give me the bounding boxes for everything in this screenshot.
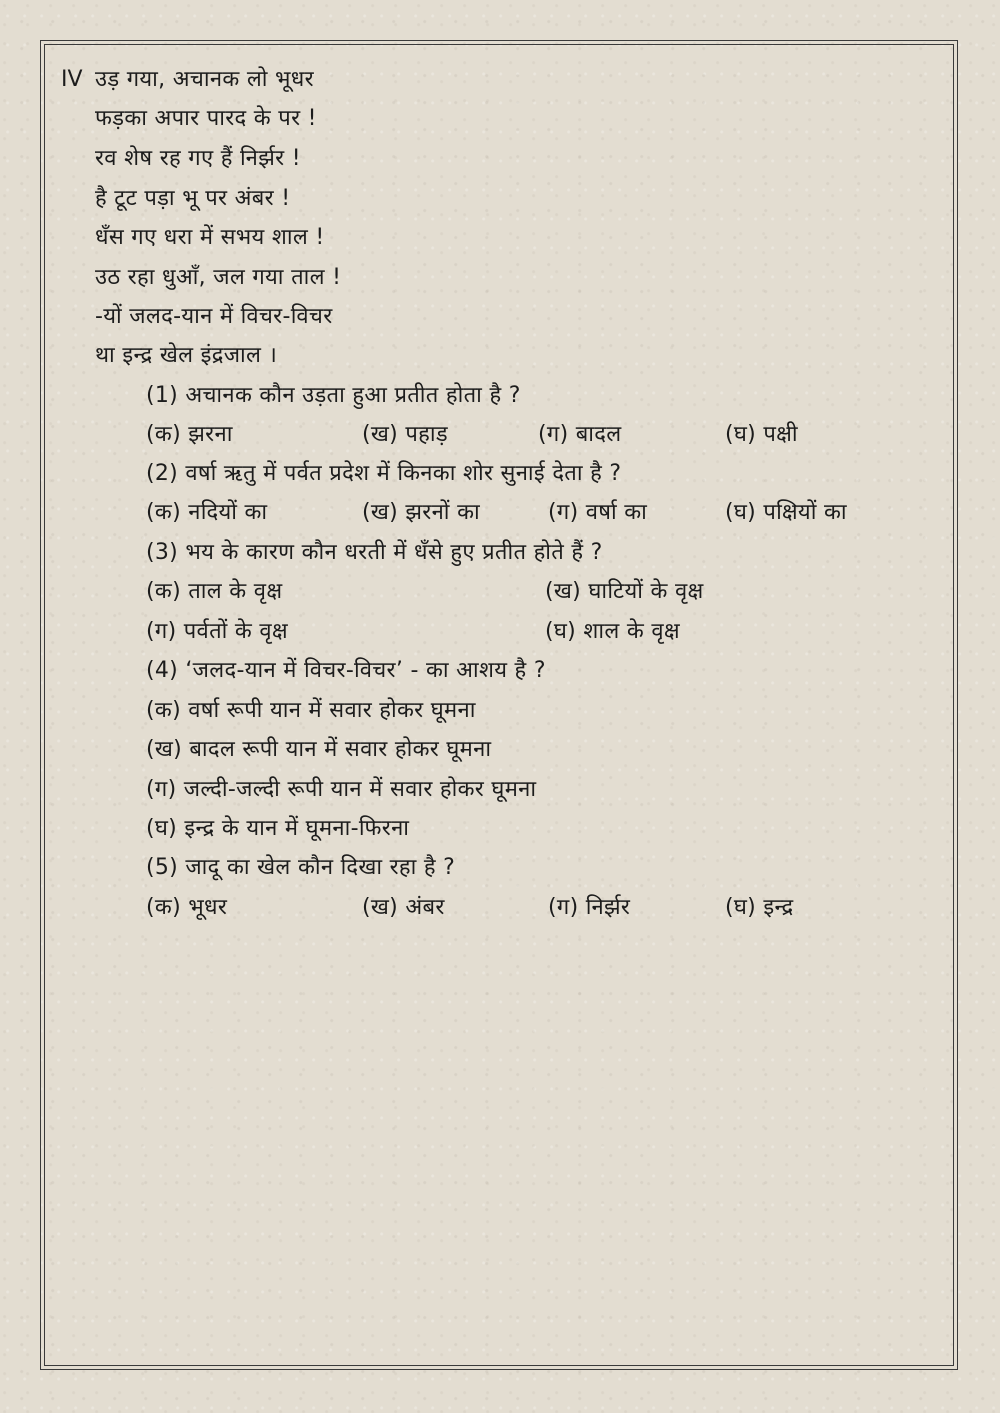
option: (क) भूधर xyxy=(146,895,228,920)
option: (ग) जल्दी-जल्दी रूपी यान में सवार होकर घूमना xyxy=(146,777,537,802)
poem-line: उठ रहा धुआँ, जल गया ताल ! xyxy=(95,265,342,290)
poem-line: है टूट पड़ा भू पर अंबर ! xyxy=(95,186,291,211)
option: (ख) घाटियों के वृक्ष xyxy=(545,579,704,604)
option: (ख) अंबर xyxy=(362,895,445,920)
option: (घ) पक्षियों का xyxy=(725,500,847,525)
option: (घ) इन्द्र xyxy=(725,895,794,920)
option: (ख) झरनों का xyxy=(362,500,480,525)
option: (घ) शाल के वृक्ष xyxy=(545,619,680,644)
question-2: (2) वर्षा ऋतु में पर्वत प्रदेश में किनका शोर सुनाई देता है ? xyxy=(146,461,622,486)
poem-line: -यों जलद-यान में विचर-विचर xyxy=(95,304,333,329)
option: (क) नदियों का xyxy=(146,500,268,525)
option: (ग) बादल xyxy=(538,422,622,447)
poem-line: फड़का अपार पारद के पर ! xyxy=(95,106,317,131)
option: (क) ताल के वृक्ष xyxy=(146,579,283,604)
poem-line: उड़ गया, अचानक लो भूधर xyxy=(95,67,314,92)
option: (ख) पहाड़ xyxy=(362,422,448,447)
question-5: (5) जादू का खेल कौन दिखा रहा है ? xyxy=(146,855,456,880)
section-number: IV xyxy=(61,67,83,92)
option: (ग) पर्वतों के वृक्ष xyxy=(146,619,288,644)
poem-line: था इन्द्र खेल इंद्रजाल । xyxy=(95,343,278,368)
question-1: (1) अचानक कौन उड़ता हुआ प्रतीत होता है ? xyxy=(146,383,521,408)
question-4: (4) ‘जलद-यान में विचर-विचर’ - का आशय है ? xyxy=(146,658,546,683)
option: (ग) निर्झर xyxy=(548,895,631,920)
option: (ख) बादल रूपी यान में सवार होकर घूमना xyxy=(146,737,492,762)
option: (क) वर्षा रूपी यान में सवार होकर घूमना xyxy=(146,698,476,723)
question-3: (3) भय के कारण कौन धरती में धँसे हुए प्रतीत होते हैं ? xyxy=(146,540,603,565)
option: (घ) पक्षी xyxy=(725,422,798,447)
option: (घ) इन्द्र के यान में घूमना-फिरना xyxy=(146,816,410,841)
option: (क) झरना xyxy=(146,422,233,447)
poem-line: धँस गए धरा में सभय शाल ! xyxy=(95,225,325,250)
option: (ग) वर्षा का xyxy=(548,500,648,525)
poem-line: रव शेष रह गए हैं निर्झर ! xyxy=(95,146,301,171)
